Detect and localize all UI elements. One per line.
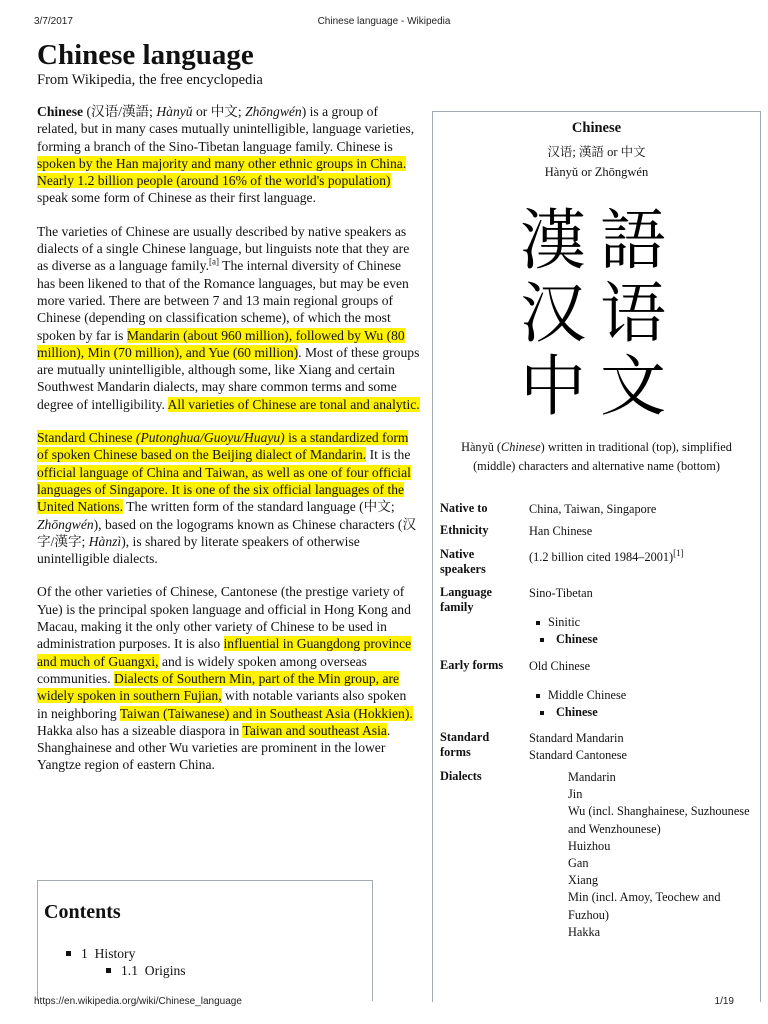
footnote-link[interactable]: [a] (209, 256, 219, 267)
romanization-link[interactable]: Zhōngwén (245, 104, 302, 119)
print-date: 3/7/2017 (34, 16, 73, 27)
text-run: speak some form of Chinese as their first language. (37, 190, 316, 206)
text-run: Of the other varieties of Chinese, Cantonese (the prestige variety of Yue) is the principal spoken language and official in Hong Kong and Macau, making it the only other variety of Chinese to be used in administration purposes. It is also (37, 584, 411, 652)
row-label: Dialects (440, 769, 482, 783)
paragraph-varieties (37, 223, 420, 413)
highlighted-text: Standard Chinese (37, 430, 136, 446)
family-branch[interactable]: Sinitic (529, 614, 754, 631)
print-url: https://en.wikipedia.org/wiki/Chinese_language (34, 996, 242, 1007)
glyph-simplified-2: 语 (600, 275, 666, 352)
text-run: ) is a group of related, but in many cases mutually unintelligible, language varieties, forming a branch of the Sino-Tibetan language family. Chinese is (37, 104, 415, 154)
text-run: . Most of these groups are mutually unintelligible, although some, like Xiang and certain Southwest Mandarin dialects, may share common terms and some degree of intelligibility. (37, 344, 420, 412)
print-title: Chinese language - Wikipedia (317, 16, 451, 27)
highlighted-text: All varieties of Chinese are tonal and analytic. (167, 396, 420, 412)
highlighted-text: spoken by the Han majority and many other ethnic groups in China. Nearly 1.2 billion people (around 16% of the world's population) (37, 155, 407, 189)
early-form-root[interactable]: Old Chinese (529, 659, 591, 673)
highlighted-text: Taiwan (Taiwanese) and in Southeast Asia (Hokkien). (119, 705, 413, 721)
toc-label[interactable]: History (94, 946, 136, 961)
caption-text: Hànyǔ ( (461, 440, 502, 454)
infobox-native-name: 汉语; 漢語 or 中文 (547, 145, 646, 159)
table-of-contents (37, 880, 373, 1001)
dialect-item[interactable]: Min (incl. Amoy, Teochew and Fuzhou) (568, 890, 721, 922)
romanization-link[interactable]: Zhōngwén (37, 516, 94, 532)
row-value[interactable]: China, Taiwan, Singapore (529, 502, 657, 516)
row-label: Language family (440, 585, 492, 614)
tagline: From Wikipedia, the free encyclopedia (37, 72, 263, 88)
highlighted-text: official language of China and Taiwan, as well as one of four official languages of Singapore. It is one of the six official languages of the United Nations. (37, 464, 411, 515)
bullet-icon (106, 968, 111, 973)
toc-list (66, 945, 186, 979)
print-header (34, 16, 734, 30)
infobox-title: Chinese (571, 120, 622, 136)
paragraph-other-varieties (37, 583, 420, 773)
print-footer (34, 996, 734, 1010)
caption-text: Chinese (501, 440, 541, 454)
text-run: (汉语/漢語; (83, 104, 157, 119)
dialect-item[interactable]: Jin (568, 787, 583, 802)
early-forms-tree (529, 687, 754, 721)
text-run: or 中文; (192, 104, 246, 119)
row-value (529, 730, 754, 764)
text-run: The varieties of Chinese are usually described by native speakers as dialects of a single Chinese language, but linguists note that they are as diverse as a language family. (37, 223, 410, 274)
dialect-item[interactable]: Xiang (568, 873, 599, 888)
family-tree (529, 614, 754, 648)
contents-heading: Contents (44, 901, 121, 923)
text-run: ), based on the logograms known as Chinese characters (汉字/漢字; (37, 516, 417, 549)
image-caption (439, 438, 754, 476)
row-label: Native to (440, 501, 488, 515)
text-run: It is the (366, 447, 411, 463)
paragraph-intro (37, 103, 420, 207)
text-run: . Shanghainese and other Wu varieties are prominent in the lower Yangtze region of eastern China. (37, 722, 391, 773)
romanization-link[interactable]: Hànyǔ (156, 104, 193, 119)
toc-number: 1.1 (121, 963, 138, 978)
dialect-item[interactable]: Huizhou (568, 838, 611, 853)
romanization-link[interactable]: Hànzì (88, 533, 122, 549)
infobox-romanization: Hànyǔ or Zhōngwén (544, 165, 649, 179)
highlighted-text: influential in Guangdong province and much of Guangxi, (37, 636, 412, 669)
glyph-alternative-1: 中 (520, 348, 586, 425)
dialect-item[interactable]: Mandarin (568, 770, 616, 784)
highlighted-text: (Putonghua/Guoyu/Huayu) (135, 430, 285, 446)
early-form-branch[interactable]: Middle Chinese (529, 687, 754, 704)
highlighted-text: Mandarin (about 960 million), followed by Wu (80 million), Min (70 million), and Yue (60 million) (37, 327, 405, 360)
row-value (529, 549, 754, 566)
row-value[interactable]: Han Chinese (529, 524, 593, 538)
caption-text: ) written in traditional (top), simplified (middle) characters and alternative name (bottom) (473, 440, 732, 473)
toc-item-history[interactable] (66, 945, 186, 962)
speakers-count: (1.2 billion cited 1984–2001) (529, 550, 674, 564)
highlighted-text: Taiwan and southeast Asia (242, 722, 387, 738)
row-label: Standard forms (440, 730, 490, 759)
toc-label[interactable]: Origins (144, 963, 186, 978)
family-root[interactable]: Sino-Tibetan (529, 586, 593, 600)
page-title: Chinese language (37, 39, 254, 71)
chinese-characters-image (513, 204, 673, 424)
toc-item-origins[interactable] (106, 962, 186, 979)
highlighted-text: Dialects of Southern Min, part of the Min group, are widely spoken in southern Fujian, (37, 670, 400, 704)
standard-form-mandarin[interactable]: Standard Mandarin (529, 731, 624, 745)
row-label: Early forms (440, 658, 504, 672)
highlighted-text: is a standardized form of spoken Chinese based on the Beijing dialect of Mandarin. (37, 430, 409, 463)
row-label: Native speakers (440, 547, 486, 576)
glyph-simplified-1: 汉 (520, 275, 586, 352)
text-run: and is widely spoken among overseas communities. (37, 653, 367, 686)
article-body (37, 103, 420, 790)
text-run: The written form of the standard language (中文; (123, 499, 395, 515)
lead-term: Chinese (37, 104, 84, 119)
glyph-traditional-1: 漢 (520, 202, 586, 279)
bullet-icon (66, 951, 71, 956)
dialect-item[interactable]: Wu (incl. Shanghainese, Suzhounese and Wenzhounese) (568, 804, 750, 836)
text-run: ), is shared by literate speakers of otherwise unintelligible dialects. (37, 533, 360, 567)
family-leaf: Chinese (529, 631, 754, 648)
text-run: with notable variants also spoken in neighboring (37, 688, 407, 721)
paragraph-standard (37, 429, 420, 567)
dialect-item[interactable]: Hakka (568, 924, 601, 939)
dialect-list (568, 769, 753, 941)
row-label: Ethnicity (440, 523, 489, 537)
toc-number: 1 (81, 946, 88, 961)
glyph-alternative-2: 文 (600, 348, 666, 425)
glyph-traditional-2: 語 (600, 202, 666, 279)
row-value (529, 658, 754, 721)
row-value (529, 585, 754, 648)
standard-form-cantonese[interactable]: Standard Cantonese (529, 748, 628, 762)
text-run: The internal diversity of Chinese has been likened to that of the Romance languages, but may be even more varied. There are between 7 and 13 main regional groups of Chinese (depending on classification scheme), of which the most spoken by far is (37, 258, 409, 343)
text-run: Hakka also has a sizeable diaspora in (37, 722, 243, 738)
early-form-leaf: Chinese (529, 704, 754, 721)
dialect-item[interactable]: Gan (568, 856, 589, 871)
footnote-link[interactable]: [1] (673, 547, 684, 558)
print-page-number: 1/19 (714, 996, 734, 1007)
language-infobox (432, 111, 761, 1002)
